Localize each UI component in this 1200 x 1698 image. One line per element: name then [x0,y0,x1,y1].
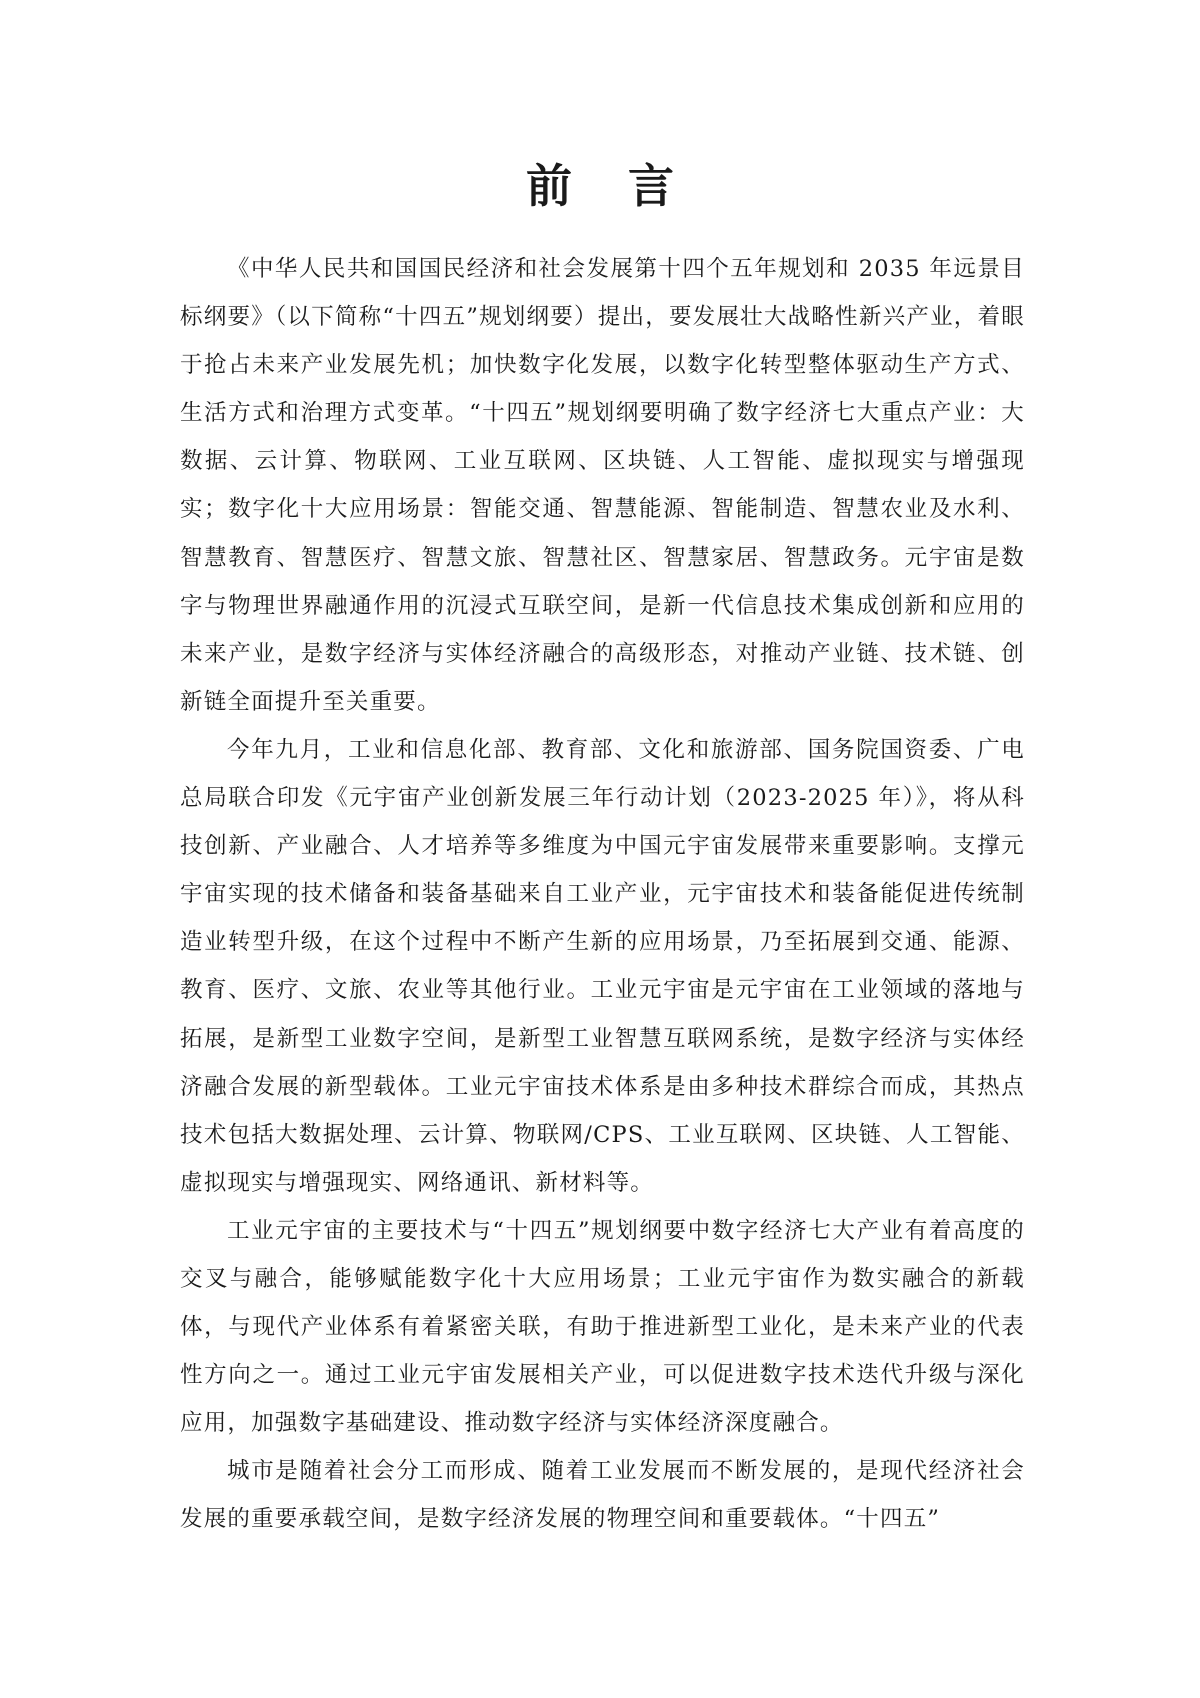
paragraph: 今年九月，工业和信息化部、教育部、文化和旅游部、国务院国资委、广电总局联合印发《元宇宙产业创新发展三年行动计划（2023-2025 年）》，将从科技创新、产业融合、人才培养等多维度为中国元宇宙发展带来重要影响。支撑元宇宙实现的技术储备和装备基础来自工业产业，元宇宙技术和装备能促进传统制造业转型升级，在这个过程中不断产生新的应用场景，乃至拓展到交通、能源、教育、医疗、文旅、农业等其他行业。工业元宇宙是元宇宙在工业领域的落地与拓展，是新型工业数字空间，是新型工业智慧互联网系统，是数字经济与实体经济融合发展的新型载体。工业元宇宙技术体系是由多种技术群综合而成，其热点技术包括大数据处理、云计算、物联网/CPS、工业互联网、区块链、人工智能、虚拟现实与增强现实、网络通讯、新材料等。 [180,736,1025,1196]
body-text [180,245,1025,1544]
paragraph: 工业元宇宙的主要技术与“十四五”规划纲要中数字经济七大产业有着高度的交叉与融合，能够赋能数字化十大应用场景；工业元宇宙作为数实融合的新载体，与现代产业体系有着紧密关联，有助于推进新型工业化，是未来产业的代表性方向之一。通过工业元宇宙发展相关产业，可以促进数字技术迭代升级与深化应用，加强数字基础建设、推动数字经济与实体经济深度融合。 [180,1217,1025,1437]
paragraph: 《中华人民共和国国民经济和社会发展第十四个五年规划和 2035 年远景目标纲要》（以下简称“十四五”规划纲要）提出，要发展壮大战略性新兴产业，着眼于抢占未来产业发展先机；加快数字化发展，以数字化转型整体驱动生产方式、生活方式和治理方式变革。“十四五”规划纲要明确了数字经济七大重点产业：大数据、云计算、物联网、工业互联网、区块链、人工智能、虚拟现实与增强现实；数字化十大应用场景：智能交通、智慧能源、智能制造、智慧农业及水利、智慧教育、智慧医疗、智慧文旅、智慧社区、智慧家居、智慧政务。元宇宙是数字与物理世界融通作用的沉浸式互联空间，是新一代信息技术集成创新和应用的未来产业，是数字经济与实体经济融合的高级形态，对推动产业链、技术链、创新链全面提升至关重要。 [180,256,1025,715]
paragraph: 城市是随着社会分工而形成、随着工业发展而不断发展的，是现代经济社会发展的重要承载空间，是数字经济发展的物理空间和重要载体。“十四五” [180,1458,1025,1533]
page-title: 前言 [526,159,730,213]
